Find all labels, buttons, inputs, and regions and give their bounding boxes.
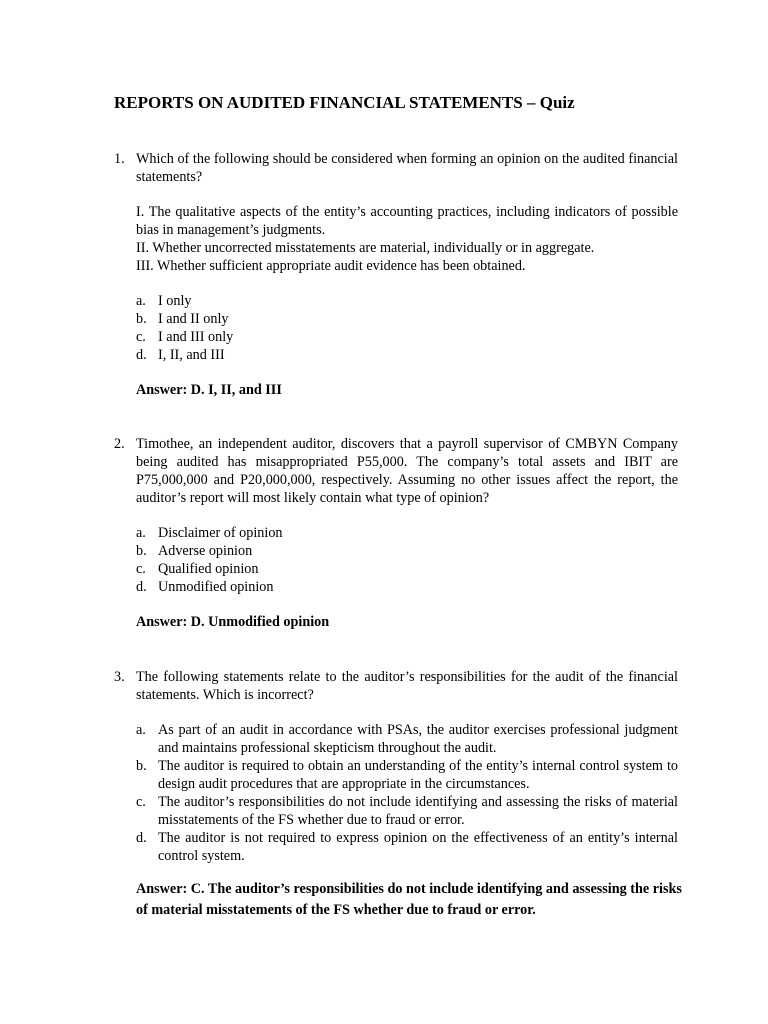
option-text: Unmodified opinion: [158, 579, 274, 595]
question-1-statements: [136, 203, 678, 275]
option-letter: c.: [136, 794, 146, 810]
question-1-answer: Answer: D. I, II, and III: [136, 382, 282, 398]
option-letter: d.: [136, 347, 147, 363]
question-1-option-a: [136, 292, 678, 310]
question-1-stem: Which of the following should be considered when forming an opinion on the audited financial statements?: [136, 151, 678, 185]
option-text: I and III only: [158, 329, 234, 345]
question-3-answer: Answer: C. The auditor’s responsibilities do not include identifying and assessing the risks of material misstatements of the FS whether due to fraud or error.: [136, 881, 682, 918]
question-3-option-b: [136, 757, 678, 793]
question-2-option-d: [136, 578, 678, 596]
option-text: As part of an audit in accordance with PSAs, the auditor exercises professional judgment and maintains professional skepticism throughout the audit.: [158, 722, 678, 756]
question-3-options: [136, 721, 678, 865]
option-text: I, II, and III: [158, 347, 225, 363]
question-1-options: [136, 292, 678, 364]
option-text: Adverse opinion: [158, 543, 253, 559]
question-2-options: [136, 524, 678, 596]
question-1-option-b: [136, 310, 678, 328]
question-1-option-c: [136, 328, 678, 346]
option-text: The auditor is not required to express opinion on the effectiveness of an entity’s internal control system.: [158, 830, 678, 864]
question-3-number: 3.: [114, 669, 125, 685]
option-letter: b.: [136, 543, 147, 559]
question-3-option-d: [136, 829, 678, 865]
option-letter: b.: [136, 311, 147, 327]
document-title: REPORTS ON AUDITED FINANCIAL STATEMENTS – Quiz: [114, 93, 575, 112]
question-2-option-a: [136, 524, 678, 542]
option-text: The auditor’s responsibilities do not include identifying and assessing the risks of material misstatements of the FS whether due to fraud or error.: [158, 794, 678, 828]
question-1-statement-3: III. Whether sufficient appropriate audit evidence has been obtained.: [136, 258, 526, 274]
option-text: I and II only: [158, 311, 229, 327]
question-2-option-b: [136, 542, 678, 560]
question-2-option-c: [136, 560, 678, 578]
option-letter: d.: [136, 830, 147, 846]
question-3-option-a: [136, 721, 678, 757]
option-text: Qualified opinion: [158, 561, 259, 577]
question-3-stem: The following statements relate to the auditor’s responsibilities for the audit of the financial statements. Which is incorrect?: [136, 669, 678, 703]
option-letter: d.: [136, 579, 147, 595]
question-1-option-d: [136, 346, 678, 364]
question-2-number: 2.: [114, 436, 125, 452]
question-1-statement-1: I. The qualitative aspects of the entity’s accounting practices, including indicators of possible bias in management’s judgments.: [136, 204, 678, 238]
option-text: Disclaimer of opinion: [158, 525, 283, 541]
option-letter: b.: [136, 758, 147, 774]
option-letter: a.: [136, 293, 146, 309]
option-text: The auditor is required to obtain an understanding of the entity’s internal control system to design audit procedures that are appropriate in the circumstances.: [158, 758, 678, 792]
question-1-statement-2: II. Whether uncorrected misstatements are material, individually or in aggregate.: [136, 240, 595, 256]
option-letter: c.: [136, 329, 146, 345]
question-2-stem: Timothee, an independent auditor, discovers that a payroll supervisor of CMBYN Company being audited has misappropriated P55,000. The company’s total assets and IBIT are P75,000,000 and P20,000,000, respectively. Assuming no other issues affect the report, the auditor’s report will most likely contain what type of opinion?: [136, 436, 678, 506]
question-3-option-c: [136, 793, 678, 829]
question-2-answer: Answer: D. Unmodified opinion: [136, 614, 330, 630]
option-letter: c.: [136, 561, 146, 577]
option-letter: a.: [136, 525, 146, 541]
question-1-number: 1.: [114, 151, 125, 167]
option-text: I only: [158, 293, 192, 309]
option-letter: a.: [136, 722, 146, 738]
